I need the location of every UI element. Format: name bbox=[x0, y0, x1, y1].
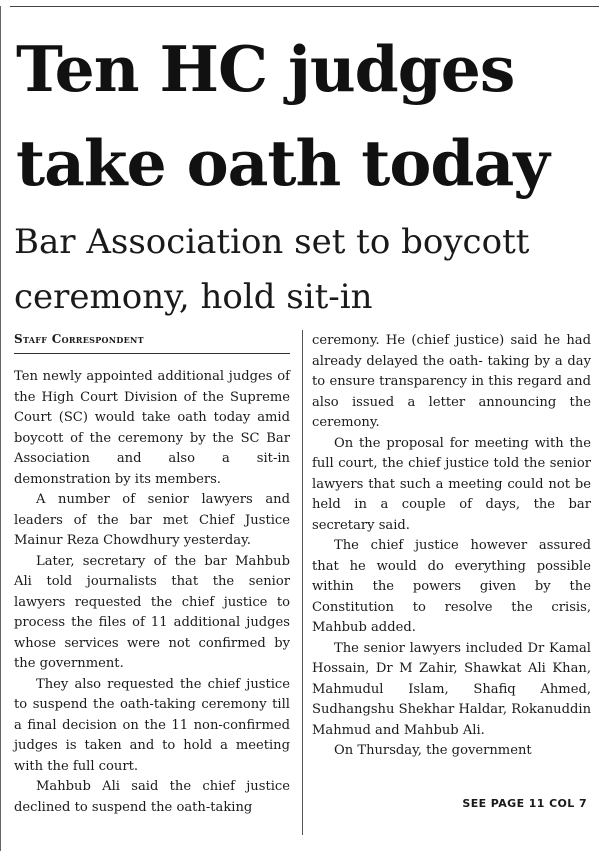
headline-line-2: take oath today bbox=[16, 126, 549, 200]
continued-jump-line: SEE PAGE 11 COL 7 bbox=[462, 797, 587, 810]
article-column-1 bbox=[14, 367, 290, 818]
paragraph: Later, secretary of the bar Mahbub Ali told journalists that the senior lawyers requested the chief justice to process the files of 11 additional judges whose services were not confirmed by the government. bbox=[14, 553, 290, 671]
headline-line-1: Ten HC judges bbox=[16, 32, 515, 106]
paragraph: Mahbub Ali said the chief justice declined to suspend the oath-taking bbox=[14, 779, 290, 815]
paragraph: They also requested the chief justice to suspend the oath-taking ceremony till a final decision on the 11 non-confirmed judges is taken and to hold a meeting with the full court. bbox=[14, 676, 290, 774]
subheadline-line-2: ceremony, hold sit-in bbox=[14, 277, 373, 317]
headline bbox=[16, 22, 601, 210]
subheadline-line-1: Bar Association set to boycott bbox=[14, 222, 530, 262]
paragraph: The chief justice however assured that he would do everything possible within the powers given by the Constitution to resolve the crisis, Mahbub added. bbox=[312, 538, 591, 635]
paragraph: The senior lawyers included Dr Kamal Hossain, Dr M Zahir, Shawkat Ali Khan, Mahmudul Islam, Shafiq Ahmed, Sudhangshu Shekhar Haldar, Rokanuddin Mahmud and Mahbub Ali. bbox=[312, 640, 591, 738]
byline: Staff Correspondent bbox=[14, 332, 144, 346]
subheadline bbox=[14, 215, 599, 325]
paragraph: ceremony. He (chief justice) said he had already delayed the oath- taking by a day to ensure transparency in this regard and also issued a letter announcing the ceremony. bbox=[312, 333, 591, 430]
left-rule bbox=[0, 6, 1, 851]
paragraph: On the proposal for meeting with the full court, the chief justice told the senior lawyers that such a meeting could not be held in a couple of days, the bar secretary said. bbox=[312, 435, 591, 533]
paragraph: On Thursday, the government bbox=[334, 743, 532, 758]
paragraph: Ten newly appointed additional judges of the High Court Division of the Supreme Court (SC) would take oath today amid boycott of the ceremony by the SC Bar Association and also a sit-in demonstration by its members. bbox=[14, 369, 290, 487]
byline-rule bbox=[14, 353, 290, 354]
top-rule bbox=[10, 6, 599, 7]
article-column-2 bbox=[312, 331, 591, 762]
column-divider bbox=[302, 330, 303, 835]
paragraph: A number of senior lawyers and leaders of the bar met Chief Justice Mainur Reza Chowdhury yesterday. bbox=[14, 492, 290, 548]
